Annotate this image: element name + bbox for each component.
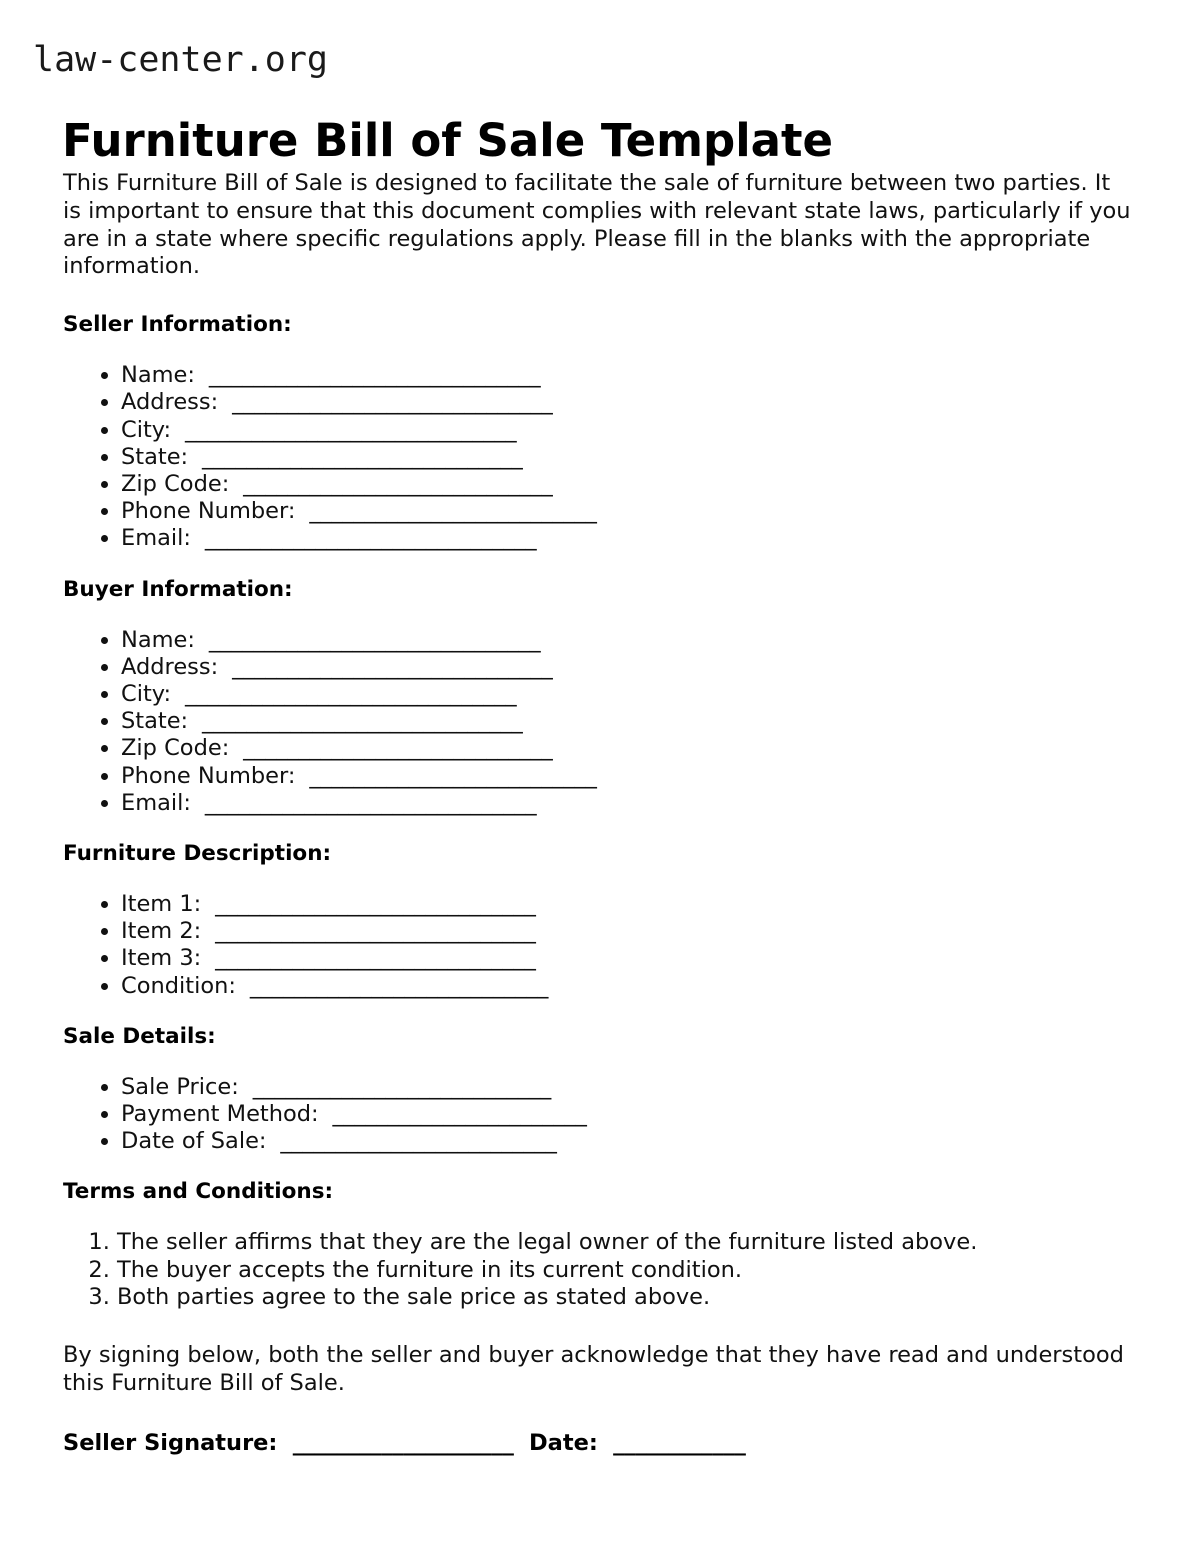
list-item [121, 790, 1133, 817]
list-item [121, 417, 1133, 444]
field-label: Date of Sale: [121, 1128, 267, 1155]
field-label: Zip Code: [121, 735, 230, 762]
field-blank[interactable]: ______________________________ [194, 362, 541, 389]
field-label: Condition: [121, 972, 236, 999]
field-label: Name: [121, 626, 195, 653]
field-label: City: [121, 681, 172, 708]
sale-details-heading: Sale Details: [63, 1023, 216, 1049]
closing-paragraph: By signing below, both the seller and buyer acknowledge that they have read and understood this Furniture Bill of Sale. [63, 1342, 1124, 1396]
terms-and-conditions-heading: Terms and Conditions: [63, 1179, 334, 1205]
field-blank[interactable]: __________________________ [295, 498, 597, 525]
list-item [121, 627, 1133, 654]
field-label: Item 1: [121, 891, 202, 918]
list-item [121, 525, 1133, 552]
list-item [121, 444, 1133, 471]
document-body [63, 170, 1133, 1457]
list-item [121, 918, 1133, 945]
field-blank[interactable]: ______________________________ [194, 626, 541, 653]
field-blank[interactable]: ______________________________ [191, 525, 537, 552]
list-item [121, 362, 1133, 389]
field-label: Name: [121, 362, 195, 389]
field-label: State: [121, 708, 189, 735]
list-item [121, 973, 1133, 1000]
field-blank[interactable]: ___________________________ [238, 1073, 552, 1100]
site-name: law-center.org [33, 40, 329, 80]
field-label: Payment Method: [121, 1101, 319, 1128]
date-label: Date: [528, 1429, 598, 1456]
field-label: Email: [121, 789, 192, 816]
field-label: Zip Code: [121, 471, 230, 497]
field-blank[interactable]: ______________________________ [191, 789, 537, 816]
field-blank[interactable]: _____________________________ [218, 653, 553, 680]
list-item [121, 1128, 1133, 1155]
list-item [121, 654, 1133, 681]
list-item: 3. Both parties agree to the sale price as stated above. [117, 1284, 1133, 1311]
list-item [121, 763, 1133, 790]
field-label: Item 2: [121, 918, 202, 945]
signature-line [63, 1429, 1133, 1457]
field-blank[interactable]: ______________________________ [171, 681, 517, 708]
field-blank[interactable]: _____________________________ [201, 891, 536, 918]
seller-signature-blank[interactable]: ____________________ [277, 1429, 529, 1456]
field-blank[interactable]: _____________________________ [188, 708, 523, 735]
field-label: Phone Number: [121, 498, 296, 525]
field-blank[interactable]: _____________________________ [218, 389, 553, 416]
field-blank[interactable]: __________________________ [295, 762, 597, 789]
seller-information-list [63, 362, 1133, 552]
list-item [121, 945, 1133, 972]
list-item: 1. The seller affirms that they are the legal owner of the furniture listed above. [117, 1229, 1133, 1256]
list-item [121, 1101, 1133, 1128]
date-blank[interactable]: ____________ [597, 1429, 746, 1456]
field-label: Item 3: [121, 945, 202, 972]
field-label: City: [121, 416, 172, 443]
sale-details-list [63, 1074, 1133, 1156]
field-label: Phone Number: [121, 762, 296, 789]
list-item [121, 735, 1133, 762]
buyer-information-list [63, 627, 1133, 817]
list-item [121, 498, 1133, 525]
field-blank[interactable]: ______________________________ [171, 416, 517, 443]
field-blank[interactable]: _____________________________ [201, 918, 536, 945]
field-blank[interactable]: ____________________________ [229, 471, 553, 497]
field-blank[interactable]: _________________________ [266, 1128, 557, 1155]
furniture-description-heading: Furniture Description: [63, 841, 332, 867]
field-label: Address: [121, 389, 219, 416]
intro-paragraph: This Furniture Bill of Sale is designed to facilitate the sale of furniture between two parties. It is important to ensure that this document complies with relevant state laws, particularly if you are in a state where specific regulations apply. Please fill in the blanks with the appropriate information. [63, 170, 1131, 280]
field-blank[interactable]: ____________________________ [229, 735, 553, 762]
field-blank[interactable]: ___________________________ [235, 972, 549, 999]
field-blank[interactable]: _____________________________ [188, 443, 523, 470]
list-item [121, 389, 1133, 416]
furniture-description-list [63, 891, 1133, 1000]
terms-and-conditions-list [63, 1229, 1133, 1311]
field-blank[interactable]: _______________________ [318, 1101, 587, 1128]
list-item [121, 708, 1133, 735]
field-label: Sale Price: [121, 1073, 239, 1100]
buyer-information-heading: Buyer Information: [63, 576, 293, 602]
list-item: 2. The buyer accepts the furniture in its current condition. [117, 1257, 1133, 1284]
page-title: Furniture Bill of Sale Template [62, 114, 834, 168]
list-item [121, 1074, 1133, 1101]
field-label: State: [121, 443, 189, 470]
list-item [121, 681, 1133, 708]
field-blank[interactable]: _____________________________ [201, 945, 536, 972]
list-item [121, 891, 1133, 918]
field-label: Email: [121, 525, 192, 552]
field-label: Address: [121, 653, 219, 680]
seller-information-heading: Seller Information: [63, 312, 292, 338]
list-item [121, 471, 1133, 498]
seller-signature-label: Seller Signature: [63, 1429, 278, 1456]
